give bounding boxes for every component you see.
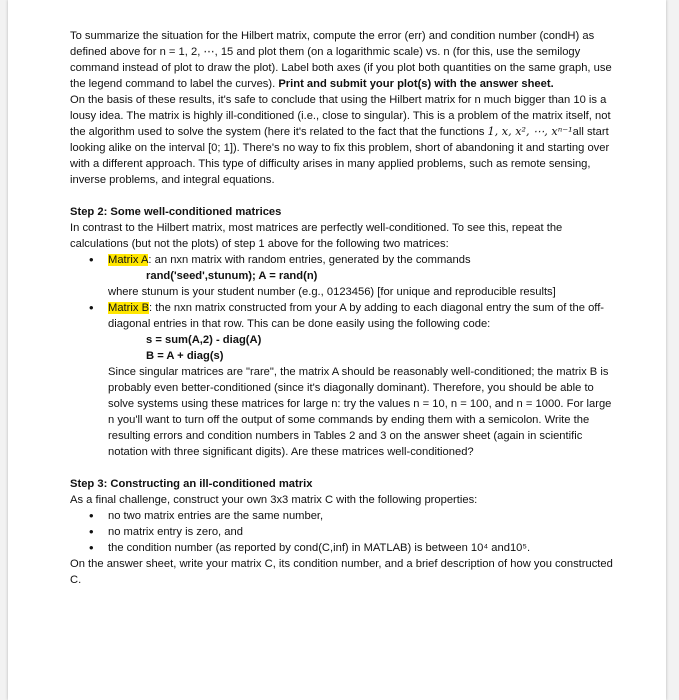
matrix-a-code: rand('seed',stunum); A = rand(n) [146,270,318,282]
matrix-a-label: Matrix A [108,254,149,266]
matrix-b-discussion: Since singular matrices are "rare", the matrix A should be reasonably well-conditioned; the matrix B is probably even better-conditioned (since it's diagonally dominant). Therefore, you should be able to solve systems using these matrices for large n: try the values n = 10, n = 100, and n = 1000. For large n you'll want to turn off the output of some commands by ending them with a semicolon. Write the resulting errors and condition numbers in Tables 2 and 3 on the answer sheet (again in scientific notation with three significant digits). Are these matrices well-conditioned? [108,366,612,458]
paragraph-ill-conditioned: On the basis of these results, it's safe to conclude that using the Hilbert matrix for n much bigger than 10 is a lousy idea. The matrix is highly ill-conditioned (i.e., close to singular). This is a problem of the matrix itself, not the algorithm used to solve the system (here it's related to the fact that the functions 1, x, x², ⋯, xⁿ⁻¹all start looking alike on the interval [0; 1]). There's no way to fix this problem, short of abandoning it and starting over with a different approach. This type of difficulty arises in many applied problems, such as remote sensing, inverse problems, and integral equations. [70,94,611,186]
matrix-a-note: where stunum is your student number (e.g., 0123456) [for unique and reproducible results] [108,286,556,298]
list-item-matrix-b: • Matrix B: the nxn matrix constructed from your A by adding to each diagonal entry the sum of the off-diagonal entries in that row. This can be done easily using the following code: [70,300,615,332]
step2-intro: In contrast to the Hilbert matrix, most matrices are perfectly well-conditioned. To see this, repeat the calculations (but not the plots) of step 1 above for the following two matrices: [70,222,563,250]
matrix-list [70,252,615,268]
submit-instruction: Print and submit your plot(s) with the answer sheet. [278,78,554,90]
paragraph-hilbert-summary: To summarize the situation for the Hilbert matrix, compute the error (err) and condition number (condH) as defined above for n = 1, 2, ⋯, 15 and plot them (on a logarithmic scale) vs. n (for this, use the semilogy command instead of plot to draw the plot). Label both axes (if you plot both quantities on the same graph, use the legend command to label the curves). Print and submit your plot(s) with the answer sheet. [70,30,612,90]
matrix-b-code-line2: B = A + diag(s) [146,350,224,362]
step3-outro: On the answer sheet, write your matrix C, its condition number, and a brief description of how you constructed C. [70,558,613,586]
step3-intro: As a final challenge, construct your own 3x3 matrix C with the following properties: [70,494,478,506]
matrix-b-label: Matrix B [108,302,150,314]
function-list-math: 1, x, x², ⋯, xⁿ⁻¹ [487,125,573,138]
document-page [8,0,666,700]
step3-heading: Step 3: Constructing an ill-conditioned matrix [70,478,313,490]
list-item: • no two matrix entries are the same number, [70,508,615,524]
list-item-matrix-a: • Matrix A: an nxn matrix with random entries, generated by the commands [70,252,615,268]
matrix-b-code-line1: s = sum(A,2) - diag(A) [146,334,262,346]
list-item: • no matrix entry is zero, and [70,524,615,540]
requirements-list [70,508,615,556]
step2-heading: Step 2: Some well-conditioned matrices [70,206,282,218]
document-content [70,28,615,588]
list-item: • the condition number (as reported by cond(C,inf) in MATLAB) is between 10⁴ and10⁵. [70,540,615,556]
